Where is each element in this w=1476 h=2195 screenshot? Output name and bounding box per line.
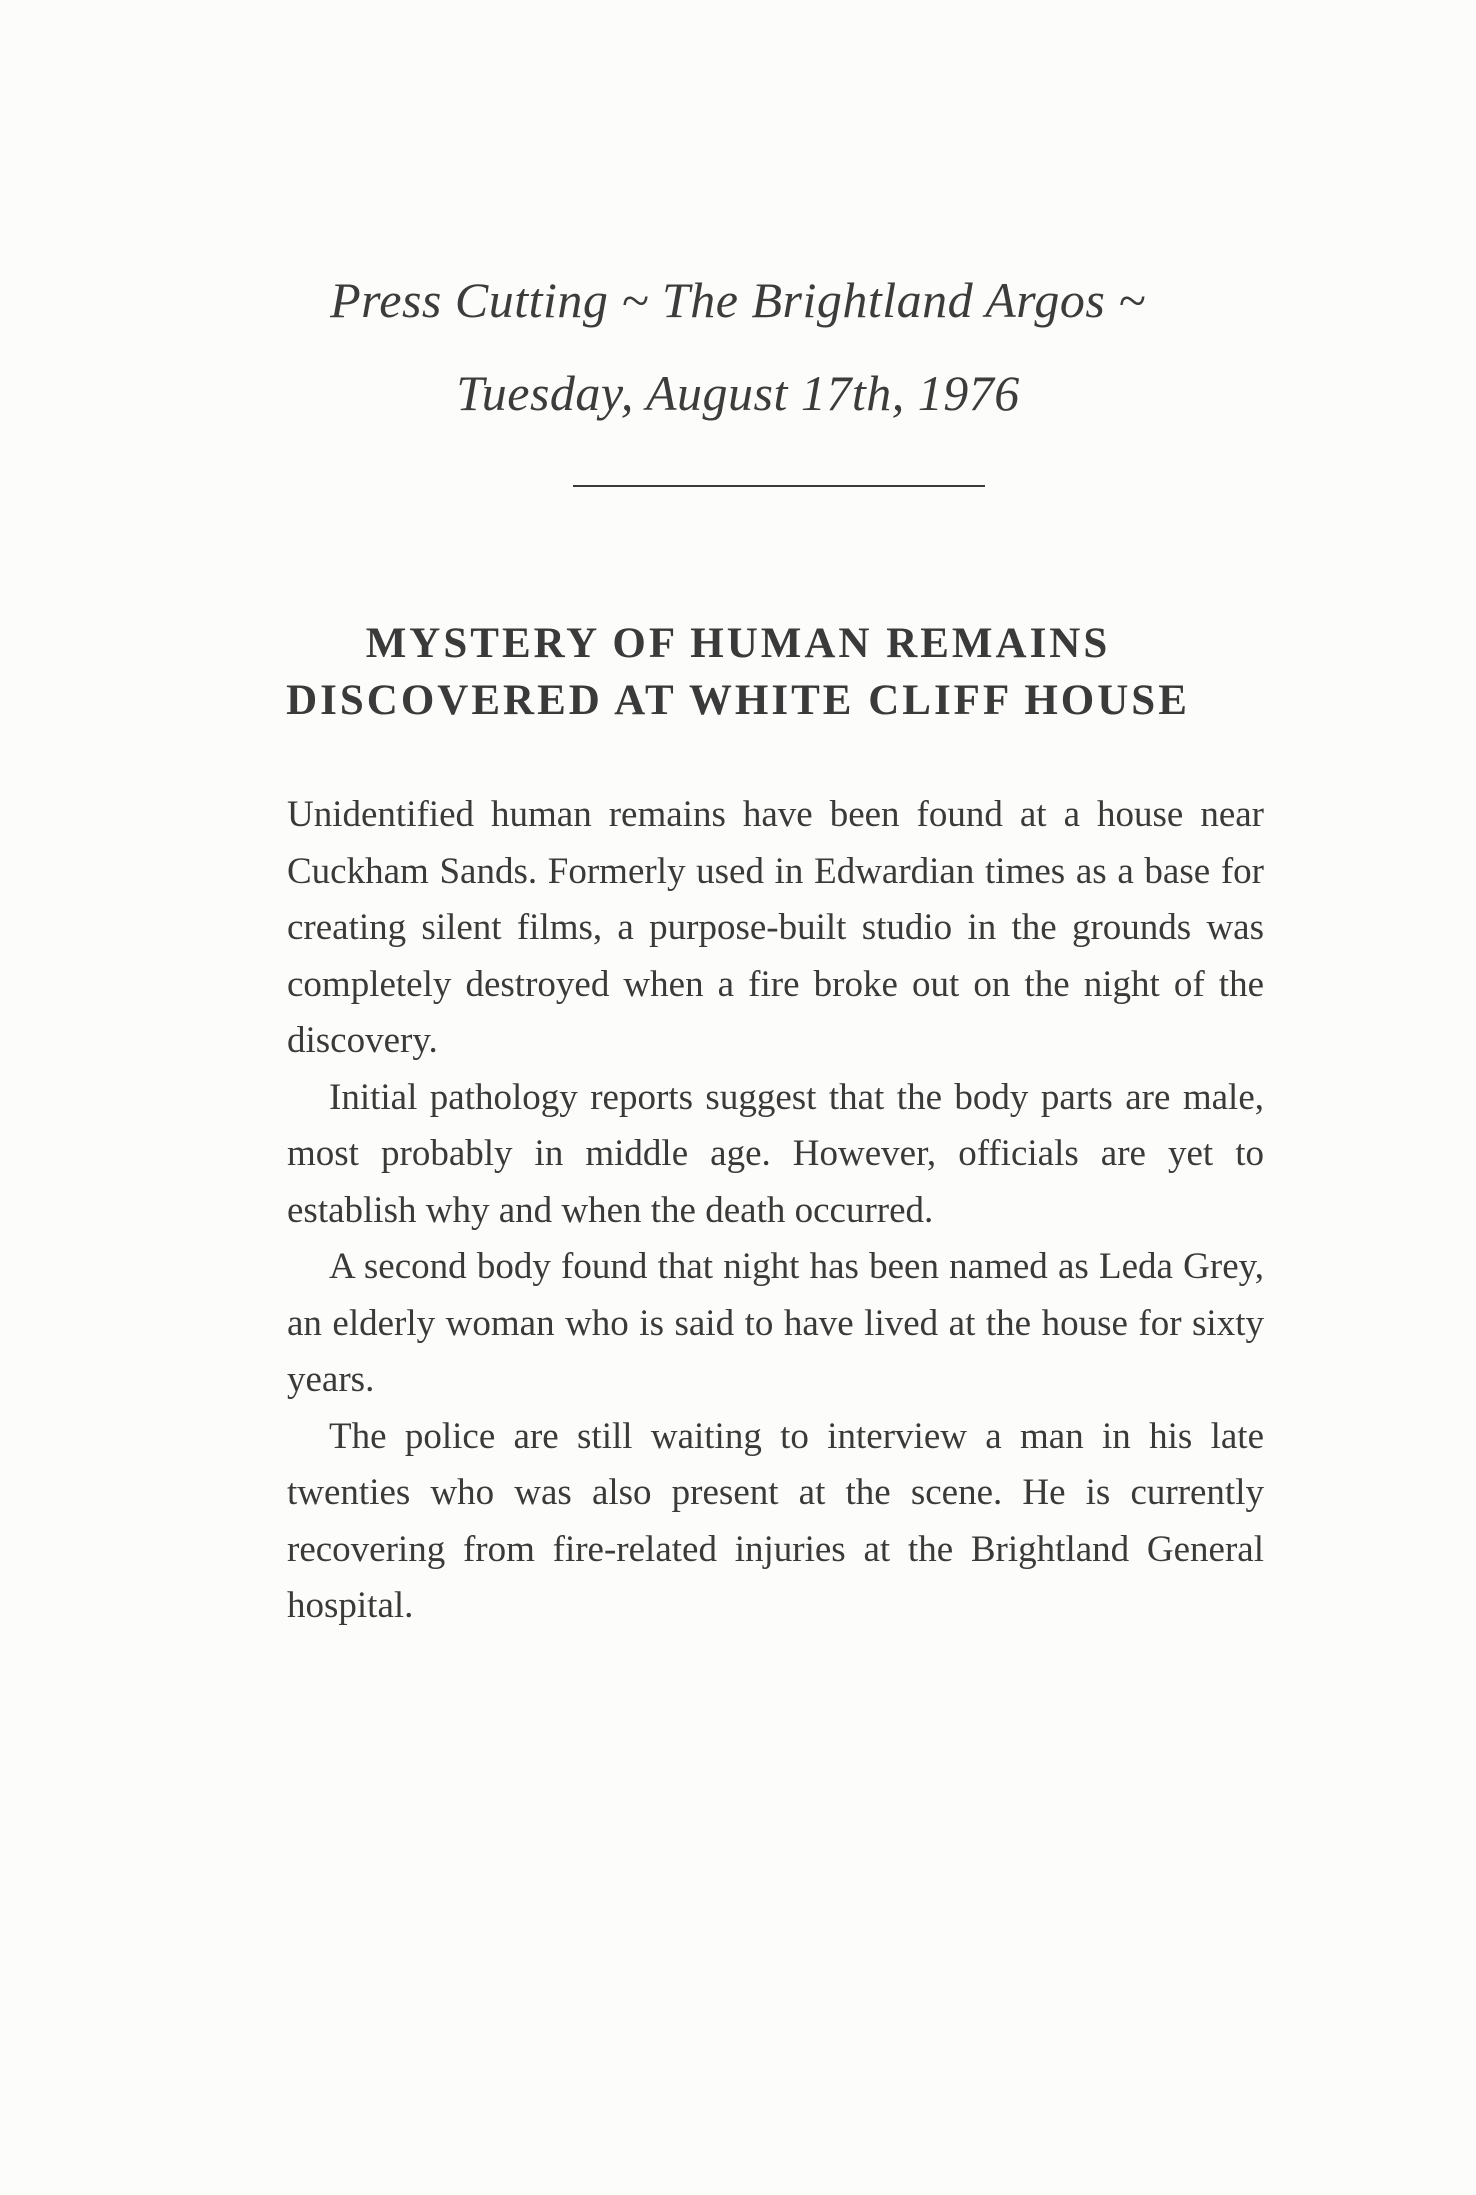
press-cutting-source: Press Cutting ~ The Brightland Argos ~ xyxy=(330,272,1146,328)
divider-rule xyxy=(573,485,985,487)
article-paragraph: A second body found that night has been named as Leda Grey, an elderly woman who is said to have lived at the house for sixty years. xyxy=(287,1246,1264,1400)
press-cutting-date: Tuesday, August 17th, 1976 xyxy=(456,365,1020,421)
article-paragraph: The police are still waiting to interview a man in his late twenties who was also present at the scene. He is currently recovering from fire-related injuries at the Brightland General hospital. xyxy=(287,1415,1264,1626)
article-paragraph: Unidentified human remains have been found at a house near Cuckham Sands. Formerly used in Edwardian times as a base for creating silent films, a purpose-built studio in the grounds was completely destroyed when a fire broke out on the night of the discovery. xyxy=(287,794,1264,1061)
headline-line-2: DISCOVERED AT WHITE CLIFF HOUSE xyxy=(286,677,1190,724)
article-body xyxy=(287,787,1264,1635)
article-paragraph: Initial pathology reports suggest that the body parts are male, most probably in middle age. However, officials are yet to establish why and when the death occurred. xyxy=(287,1076,1264,1231)
headline-line-1: MYSTERY OF HUMAN REMAINS xyxy=(365,620,1111,667)
